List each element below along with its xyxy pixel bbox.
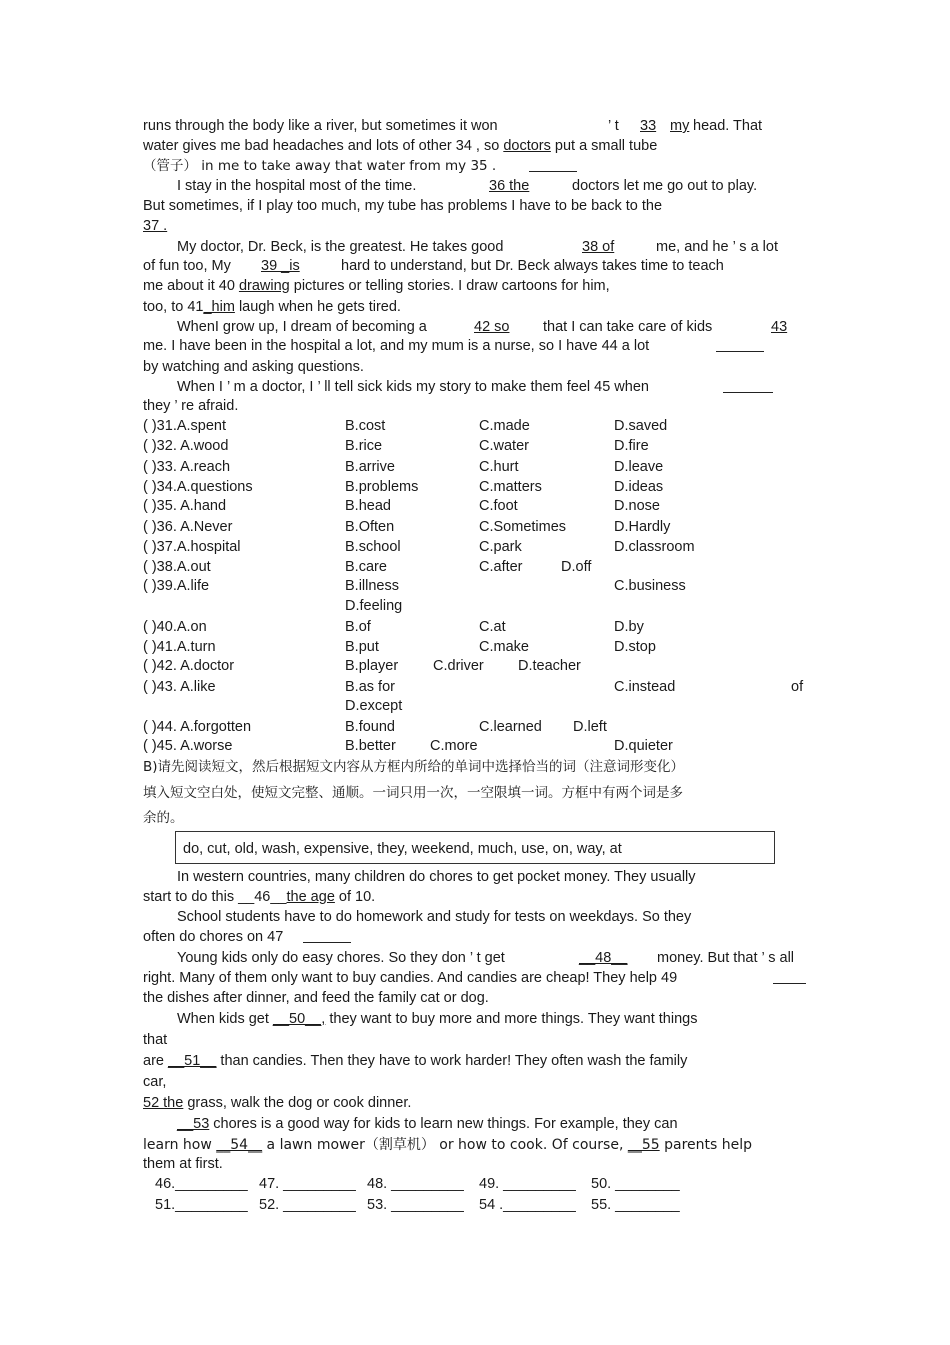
option-c[interactable]: C.business bbox=[614, 578, 686, 594]
text: My doctor, Dr. Beck, is the greatest. He takes good bbox=[177, 239, 504, 255]
text: a lawn mower（割草机） or how to cook. Of course, bbox=[266, 1137, 624, 1153]
blank-number: 38 of bbox=[582, 239, 615, 255]
answer-47[interactable]: 47. _________ bbox=[259, 1176, 356, 1192]
text: too, to 41 bbox=[143, 299, 204, 315]
text: they want to buy more and more things. They want things bbox=[329, 1011, 698, 1027]
option-c[interactable]: C.at bbox=[479, 619, 506, 635]
text: them at first. bbox=[143, 1156, 223, 1172]
option-b[interactable]: B.found bbox=[345, 719, 395, 735]
option-c[interactable]: C.made bbox=[479, 418, 530, 434]
passage-b-line-9 bbox=[143, 1031, 806, 1049]
answer-blank bbox=[529, 157, 577, 172]
option-c[interactable]: C.more bbox=[430, 738, 478, 754]
passage-a-line-7 bbox=[143, 238, 806, 256]
section-b-instruction-2: 填入短文空白处，使短文完整、通顺。一词只用一次，一空限填一词。方框中有两个词是多 bbox=[143, 785, 683, 801]
text: head. That bbox=[693, 118, 763, 134]
question-stem: ( )37.A.hospital bbox=[143, 539, 241, 555]
question-36 bbox=[143, 518, 806, 536]
text: by watching and asking questions. bbox=[143, 359, 364, 375]
option-b[interactable]: B.player bbox=[345, 658, 399, 674]
passage-a-line-13 bbox=[143, 358, 806, 376]
text: often do chores on 47 bbox=[143, 929, 284, 945]
option-c[interactable]: C.Sometimes bbox=[479, 519, 567, 535]
question-stem: ( )41.A.turn bbox=[143, 639, 216, 655]
option-c[interactable]: C.make bbox=[479, 639, 529, 655]
answer-row-1 bbox=[155, 1175, 695, 1193]
answer-54[interactable]: 54 ._________ bbox=[479, 1197, 576, 1213]
question-43-cont bbox=[143, 697, 806, 715]
option-d[interactable]: D.left bbox=[573, 719, 607, 735]
text: chores is a good way for kids to learn new things. For example, they can bbox=[213, 1116, 678, 1132]
question-stem: ( )45. A.worse bbox=[143, 738, 233, 754]
blank-number: 42 so bbox=[474, 319, 510, 335]
question-42 bbox=[143, 657, 806, 675]
passage-b-line-15 bbox=[143, 1155, 806, 1173]
option-b[interactable]: B.arrive bbox=[345, 459, 395, 475]
option-d[interactable]: D.saved bbox=[614, 418, 668, 434]
passage-b-line-1 bbox=[143, 868, 806, 886]
text: I stay in the hospital most of the time. bbox=[177, 178, 417, 194]
answer-46[interactable]: 46._________ bbox=[155, 1176, 248, 1192]
question-33 bbox=[143, 458, 806, 476]
blank-number: __53 bbox=[177, 1116, 210, 1132]
passage-a-line-8 bbox=[143, 257, 806, 275]
option-c[interactable]: C.hurt bbox=[479, 459, 519, 475]
passage-b-line-2 bbox=[143, 888, 806, 906]
passage-a-line-4 bbox=[143, 177, 806, 195]
question-stem: ( )32. A.wood bbox=[143, 438, 229, 454]
blank-number: 39 _is bbox=[261, 258, 300, 274]
blank-number: 37 . bbox=[143, 218, 168, 234]
question-38 bbox=[143, 558, 806, 576]
text: that I can take care of kids bbox=[543, 319, 713, 335]
option-b[interactable]: B.of bbox=[345, 619, 371, 635]
text: the age bbox=[286, 889, 335, 905]
question-34 bbox=[143, 478, 806, 496]
text: they ’ re afraid. bbox=[143, 398, 239, 414]
text: than candies. Then they have to work harder! They often wash the family bbox=[220, 1053, 688, 1069]
passage-a-line-6 bbox=[143, 217, 806, 235]
passage-a-line-2 bbox=[143, 137, 806, 155]
option-b[interactable]: B.rice bbox=[345, 438, 383, 454]
option-b[interactable]: B.care bbox=[345, 559, 387, 575]
option-d[interactable]: D.stop bbox=[614, 639, 656, 655]
passage-b-line-8 bbox=[143, 1010, 806, 1028]
blank-number: __48__ bbox=[579, 950, 628, 966]
text: money. But that ’ s all bbox=[657, 950, 795, 966]
option-c[interactable]: C.after bbox=[479, 559, 523, 575]
passage-a-line-11 bbox=[143, 318, 806, 336]
text: （管子） in me to take away that water from my 35 . bbox=[143, 158, 497, 174]
option-d[interactable]: D.teacher bbox=[518, 658, 581, 674]
blank-number: __54__ bbox=[216, 1137, 263, 1153]
answer-53[interactable]: 53. _________ bbox=[367, 1197, 464, 1213]
text: grass, walk the dog or cook dinner. bbox=[187, 1095, 412, 1111]
blank-number: __55 bbox=[627, 1137, 660, 1153]
question-43 bbox=[143, 678, 806, 696]
text: doctors bbox=[503, 138, 551, 154]
passage-a-line-9 bbox=[143, 277, 806, 295]
passage-b-line-11 bbox=[143, 1073, 806, 1091]
option-d[interactable]: D.Hardly bbox=[614, 519, 671, 535]
passage-a-line-15 bbox=[143, 397, 806, 415]
text: runs through the body like a river, but sometimes it won bbox=[143, 118, 498, 134]
option-d[interactable]: D.quieter bbox=[614, 738, 673, 754]
question-31 bbox=[143, 417, 806, 435]
question-32 bbox=[143, 437, 806, 455]
question-stem: ( )31.A.spent bbox=[143, 418, 227, 434]
option-d[interactable]: D.off bbox=[561, 559, 592, 575]
text: put a small tube bbox=[554, 138, 658, 154]
text: of fun too, My bbox=[143, 258, 231, 274]
text: pictures or telling stories. I draw cartoons for him, bbox=[293, 278, 610, 294]
option-b[interactable]: B.as for bbox=[345, 679, 395, 695]
question-35 bbox=[143, 497, 806, 515]
text: drawing bbox=[238, 278, 290, 294]
answer-blank bbox=[773, 969, 806, 984]
blank-number: 52 the bbox=[143, 1095, 184, 1111]
text: ’ t bbox=[608, 118, 619, 134]
question-stem: ( )39.A.life bbox=[143, 578, 210, 594]
passage-b-line-7 bbox=[143, 989, 806, 1007]
question-stem: ( )43. A.like bbox=[143, 679, 216, 695]
blank-number: 43 bbox=[771, 319, 788, 335]
option-b[interactable]: B.illness bbox=[345, 578, 399, 594]
question-stem: ( )33. A.reach bbox=[143, 459, 231, 475]
answer-row-2 bbox=[155, 1196, 695, 1214]
option-d[interactable]: D.fire bbox=[614, 438, 649, 454]
text: When kids get bbox=[177, 1011, 269, 1027]
passage-a-line-5 bbox=[143, 197, 806, 215]
passage-b-line-4 bbox=[143, 928, 806, 946]
option-b[interactable]: B.problems bbox=[345, 479, 419, 495]
option-c[interactable]: C.park bbox=[479, 539, 522, 555]
text: right. Many of them only want to buy candies. And candies are cheap! They help 49 bbox=[143, 970, 678, 986]
question-45 bbox=[143, 737, 806, 755]
passage-b-line-6 bbox=[143, 969, 806, 987]
option-d[interactable]: D.ideas bbox=[614, 479, 664, 495]
answer-49[interactable]: 49. _________ bbox=[479, 1176, 576, 1192]
question-37 bbox=[143, 538, 806, 556]
answer-55[interactable]: 55. ________ bbox=[591, 1197, 680, 1213]
text: hard to understand, but Dr. Beck always takes time to teach bbox=[341, 258, 724, 274]
question-stem: ( )36. A.Never bbox=[143, 519, 233, 535]
question-stem: ( )35. A.hand bbox=[143, 498, 227, 514]
option-c[interactable]: C.water bbox=[479, 438, 529, 454]
option-b[interactable]: B.better bbox=[345, 738, 396, 754]
text: But sometimes, if I play too much, my tube has problems I have to be back to the bbox=[143, 198, 663, 214]
passage-a-line-1 bbox=[143, 117, 806, 135]
answer-48[interactable]: 48. _________ bbox=[367, 1176, 464, 1192]
question-39-cont bbox=[143, 597, 806, 615]
text: car, bbox=[143, 1074, 167, 1090]
answer-50[interactable]: 50. ________ bbox=[591, 1176, 680, 1192]
option-b[interactable]: B.school bbox=[345, 539, 401, 555]
question-44 bbox=[143, 718, 806, 736]
text: parents help bbox=[664, 1137, 753, 1153]
option-c[interactable]: C.matters bbox=[479, 479, 542, 495]
answer-51[interactable]: 51._________ bbox=[155, 1197, 248, 1213]
passage-b-line-13 bbox=[143, 1115, 806, 1133]
option-b[interactable]: B.put bbox=[345, 639, 379, 655]
question-stem: ( )42. A.doctor bbox=[143, 658, 235, 674]
text: of 10. bbox=[338, 889, 376, 905]
passage-a-line-12 bbox=[143, 337, 806, 355]
option-b[interactable]: B.Often bbox=[345, 519, 395, 535]
question-40 bbox=[143, 618, 806, 636]
option-d[interactable]: D.classroom bbox=[614, 539, 695, 555]
section-b-instruction-1: B)请先阅读短文，然后根据短文内容从方框内所给的单词中选择恰当的词（注意词形变化） bbox=[143, 759, 685, 775]
text: In western countries, many children do chores to get pocket money. They usually bbox=[177, 869, 696, 885]
question-stem: ( )44. A.forgotten bbox=[143, 719, 252, 735]
text: that bbox=[143, 1032, 168, 1048]
passage-a-line-10 bbox=[143, 298, 806, 316]
question-39 bbox=[143, 577, 806, 595]
blank-number: __51__ bbox=[168, 1053, 217, 1069]
word-box-text: do, cut, old, wash, expensive, they, weekend, much, use, on, way, at bbox=[183, 841, 622, 857]
blank-number: 36 the bbox=[489, 178, 530, 194]
option-c[interactable]: C.foot bbox=[479, 498, 518, 514]
text: doctors let me go out to play. bbox=[572, 178, 758, 194]
text: me, and he ’ s a lot bbox=[656, 239, 778, 255]
passage-a-line-14 bbox=[143, 378, 806, 396]
text: the dishes after dinner, and feed the family cat or dog. bbox=[143, 990, 489, 1006]
passage-b-line-3 bbox=[143, 908, 806, 926]
option-b[interactable]: B.head bbox=[345, 498, 391, 514]
answer-blank bbox=[723, 378, 773, 393]
option-c[interactable]: C.driver bbox=[433, 658, 484, 674]
passage-b-line-12 bbox=[143, 1094, 806, 1112]
text: water gives me bad headaches and lots of other 34 , so bbox=[143, 138, 500, 154]
passage-a-line-3 bbox=[143, 157, 806, 175]
section-b-instruction-3: 余的。 bbox=[143, 810, 184, 826]
text: WhenI grow up, I dream of becoming a bbox=[177, 319, 427, 335]
text: When I ’ m a doctor, I ’ ll tell sick kids my story to make them feel 45 when bbox=[177, 379, 649, 395]
text: learn how bbox=[143, 1137, 212, 1153]
option-c[interactable]: C.learned bbox=[479, 719, 542, 735]
option-d[interactable]: D.by bbox=[614, 619, 644, 635]
text: Young kids only do easy chores. So they don ’ t get bbox=[177, 950, 505, 966]
passage-b-line-5 bbox=[143, 949, 806, 967]
text: are bbox=[143, 1053, 164, 1069]
text: start to do this __46__ bbox=[143, 889, 287, 905]
option-c-cont: of bbox=[791, 679, 804, 695]
option-d[interactable]: D.leave bbox=[614, 459, 664, 475]
passage-b-line-14 bbox=[143, 1136, 806, 1154]
option-d[interactable]: D.except bbox=[345, 698, 403, 714]
blank-number: __50__, bbox=[272, 1011, 326, 1027]
question-stem: ( )40.A.on bbox=[143, 619, 207, 635]
option-b[interactable]: B.cost bbox=[345, 418, 386, 434]
question-stem: ( )38.A.out bbox=[143, 559, 211, 575]
text: me. I have been in the hospital a lot, and my mum is a nurse, so I have 44 a lot bbox=[143, 338, 650, 354]
text: my bbox=[670, 118, 690, 134]
answer-52[interactable]: 52. _________ bbox=[259, 1197, 356, 1213]
question-41 bbox=[143, 638, 806, 656]
answer-blank bbox=[303, 928, 351, 943]
question-stem: ( )34.A.questions bbox=[143, 479, 253, 495]
blank-number: _him bbox=[203, 299, 235, 315]
answer-blank bbox=[716, 337, 764, 352]
option-d[interactable]: D.feeling bbox=[345, 598, 403, 614]
blank-number: 33 bbox=[640, 118, 657, 134]
option-d[interactable]: D.nose bbox=[614, 498, 660, 514]
word-box bbox=[175, 831, 775, 864]
option-c[interactable]: C.instead bbox=[614, 679, 676, 695]
text: School students have to do homework and study for tests on weekdays. So they bbox=[177, 909, 692, 925]
passage-b-line-10 bbox=[143, 1052, 806, 1070]
text: laugh when he gets tired. bbox=[238, 299, 401, 315]
text: me about it 40 bbox=[143, 278, 235, 294]
